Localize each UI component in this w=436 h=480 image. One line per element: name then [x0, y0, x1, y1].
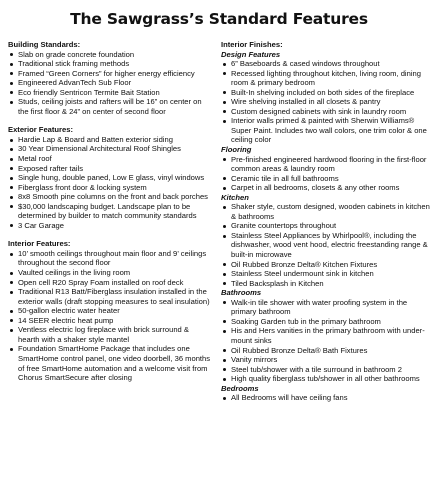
subsection-heading: Kitchen — [221, 192, 249, 202]
right-column — [221, 40, 430, 403]
list-item: His and Hers vanities in the primary bathroom with under-mount sinks — [221, 326, 430, 345]
list-item: Pre-finished engineered hardwood flooring in the first-floor common areas & laundry room — [221, 155, 430, 174]
list-item: Foundation SmartHome Package that includes one SmartHome control panel, one video doorbell, 36 months of free SmartHome automation and a welcome visit from Chorus SmartSecure after closing — [8, 344, 211, 382]
list-item: 50-gallon electric water heater — [8, 306, 211, 316]
page-title: The Sawgrass’s Standard Features — [70, 10, 368, 28]
list-item: Hardie Lap & Board and Batten exterior siding — [8, 135, 211, 145]
left-column — [8, 40, 211, 403]
list-item: Walk-in tile shower with water proofing system in the primary bathroom — [221, 298, 430, 317]
list-item: Oil Rubbed Bronze Delta® Bath Fixtures — [221, 346, 430, 356]
section-heading: Building Standards: — [8, 40, 81, 49]
subsection-heading: Design Features — [221, 49, 281, 59]
list-item: Vanity mirrors — [221, 355, 430, 365]
bullet-list — [8, 135, 211, 230]
bullet-list — [221, 59, 430, 145]
list-item: 10’ smooth ceilings throughout main floor and 9’ ceilings throughout the second floor — [8, 249, 211, 268]
list-item: Carpet in all bedrooms, closets & any other rooms — [221, 183, 430, 193]
subsection-heading: Bathrooms — [221, 288, 262, 298]
section-heading: Interior Finishes: — [221, 40, 283, 49]
list-item: Granite countertops throughout — [221, 221, 430, 231]
list-item: Stainless Steel Appliances by Whirlpool®, including the dishwasher, wood vent hood, electric freestanding range & built-in microwave — [221, 231, 430, 260]
list-item: Traditional stick framing methods — [8, 59, 211, 69]
list-item: Studs, ceiling joists and rafters will be 16” on center on the first floor & 24” on center of second floor — [8, 97, 211, 116]
list-item: Wire shelving installed in all closets & pantry — [221, 97, 430, 107]
bullet-list — [8, 50, 211, 117]
list-item: Vaulted ceilings in the living room — [8, 268, 211, 278]
list-item: Ventless electric log fireplace with brick surround & hearth with a shaker style mantel — [8, 325, 211, 344]
section-heading: Exterior Features: — [8, 125, 73, 135]
list-item: Recessed lighting throughout kitchen, living room, dining room & primary bedroom — [221, 69, 430, 88]
bullet-list — [221, 202, 430, 288]
list-item: Open cell R20 Spray Foam installed on roof deck — [8, 278, 211, 288]
list-item: Stainless Steel undermount sink in kitchen — [221, 269, 430, 279]
list-item: High quality fiberglass tub/shower in all other bathrooms — [221, 374, 430, 384]
columns — [8, 40, 430, 403]
section-heading: Interior Features: — [8, 239, 71, 249]
list-item: Steel tub/shower with a tile surround in bathroom 2 — [221, 365, 430, 375]
list-item: 8x8 Smooth pine columns on the front and back porches — [8, 192, 211, 202]
list-item: $30,000 landscaping budget. Landscape plan to be determined by builder to match community standards — [8, 202, 211, 221]
list-item: Exposed rafter tails — [8, 164, 211, 174]
list-item: Soaking Garden tub in the primary bathroom — [221, 317, 430, 327]
list-item: Traditional R13 Batt/Fiberglass insulation installed in the exterior walls (draft stopping measures to seal insulation) — [8, 287, 211, 306]
list-item: Built-In shelving included on both sides of the fireplace — [221, 88, 430, 98]
list-item: Eco friendly Sentricon Termite Bait Station — [8, 88, 211, 98]
list-item: Ceramic tile in all full bathrooms — [221, 174, 430, 184]
list-item: Engineered AdvanTech Sub Floor — [8, 78, 211, 88]
list-item: Single hung, double paned, Low E glass, vinyl windows — [8, 173, 211, 183]
list-item: Shaker style, custom designed, wooden cabinets in kitchen & bathrooms — [221, 202, 430, 221]
bullet-list — [221, 155, 430, 193]
list-item: 14 SEER electric heat pump — [8, 316, 211, 326]
list-item: Framed “Green Corners” for higher energy efficiency — [8, 69, 211, 79]
list-item: Fiberglass front door & locking system — [8, 183, 211, 193]
list-item: Custom designed cabinets with sink in laundry room — [221, 107, 430, 117]
list-item: Slab on grade concrete foundation — [8, 50, 211, 60]
list-item: Interior walls primed & painted with Sherwin Williams® Super Paint. Includes two wall colors, one trim color & one ceiling color — [221, 116, 430, 145]
list-item: 30 Year Dimensional Architectural Roof Shingles — [8, 144, 211, 154]
list-item: Oil Rubbed Bronze Delta® Kitchen Fixtures — [221, 260, 430, 270]
list-item: Metal roof — [8, 154, 211, 164]
subsection-heading: Bedrooms — [221, 383, 259, 393]
bullet-list — [8, 249, 211, 383]
list-item: All Bedrooms will have ceiling fans — [221, 393, 430, 403]
list-item: 6” Baseboards & cased windows throughout — [221, 59, 430, 69]
subsection-heading: Flooring — [221, 145, 252, 155]
list-item: 3 Car Garage — [8, 221, 211, 231]
bullet-list — [221, 298, 430, 384]
bullet-list — [221, 393, 430, 403]
list-item: Tiled Backsplash in Kitchen — [221, 279, 430, 289]
